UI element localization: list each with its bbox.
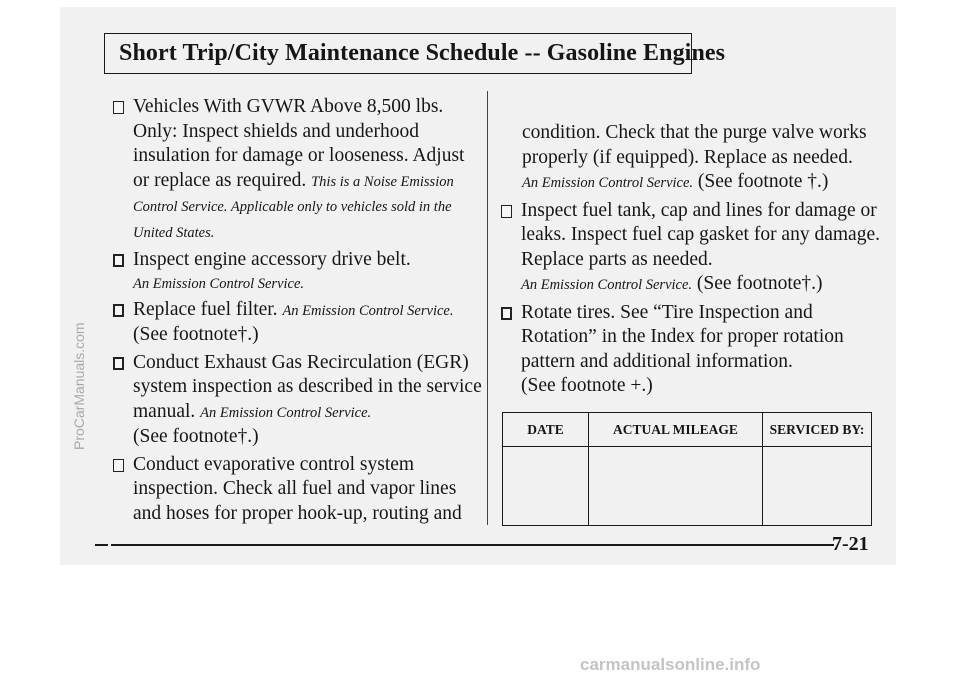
item-text: Inspect engine accessory drive belt. xyxy=(133,249,411,270)
checklist-item-underhood-insulation xyxy=(112,95,482,245)
left-column xyxy=(112,95,482,529)
checklist-item-rotate-tires xyxy=(500,301,880,399)
column-divider xyxy=(487,91,488,525)
item-footnote: (See footnote†.) xyxy=(133,426,259,447)
item-note: An Emission Control Service. xyxy=(522,175,694,191)
item-footnote: (See footnote †.) xyxy=(697,171,829,192)
item-text: Rotate tires. See “Tire Inspection and Rotation” in the Index for proper rotation pattern and additional information. xyxy=(521,301,844,372)
checklist-item-continuation xyxy=(500,121,880,196)
item-text: Conduct evaporative control system inspection. Check all fuel and vapor lines and hoses for proper hook-up, routing and xyxy=(133,453,462,524)
item-note: An Emission Control Service. xyxy=(282,302,454,319)
checklist-item-fuel-filter xyxy=(112,298,482,348)
item-note: An Emission Control Service. xyxy=(521,277,693,293)
item-footnote: (See footnote†.) xyxy=(133,324,259,345)
footer-rule xyxy=(111,544,834,546)
checkbox-icon[interactable] xyxy=(113,459,124,472)
serviced-by-cell[interactable] xyxy=(763,447,872,526)
item-text: Replace fuel filter. xyxy=(133,298,278,320)
item-note: This is a Noise Emission Control Service. Applicable only to vehicles sold in the United States. xyxy=(133,173,454,241)
service-record-table xyxy=(502,412,872,526)
page-title xyxy=(104,33,726,74)
mileage-cell[interactable] xyxy=(589,447,763,526)
checkbox-icon[interactable] xyxy=(113,357,124,370)
item-text: condition. Check that the purge valve works properly (if equipped). Replace as needed. xyxy=(522,122,867,168)
checklist-item-egr-inspection xyxy=(112,351,482,450)
item-footnote: (See footnote +.) xyxy=(521,375,653,396)
footer-rule-short xyxy=(95,544,108,546)
side-watermark: ProCarManuals.com xyxy=(71,322,87,450)
bottom-watermark: carmanualsonline.info xyxy=(580,655,761,674)
checkbox-icon[interactable] xyxy=(501,205,512,218)
checklist-item-fuel-tank xyxy=(500,199,880,298)
item-text: Vehicles With GVWR Above 8,500 lbs. Only: Inspect shields and underhood insulation for damage or looseness. Adjust or replace as required. xyxy=(133,96,465,191)
item-note: An Emission Control Service. xyxy=(200,404,372,421)
page-title-text: Short Trip/City Maintenance Schedule -- Gasoline Engines xyxy=(119,40,726,66)
column-header-date: DATE xyxy=(503,413,589,447)
checkbox-icon[interactable] xyxy=(113,304,124,317)
checkbox-icon[interactable] xyxy=(113,254,124,267)
right-column xyxy=(500,121,880,402)
checklist-item-drive-belt xyxy=(112,248,482,295)
item-footnote: (See footnote†.) xyxy=(696,273,823,294)
item-text: Inspect fuel tank, cap and lines for damage or leaks. Inspect fuel cap gasket for any damage. Replace parts as needed. xyxy=(521,199,880,270)
checklist-item-evaporative-control xyxy=(112,453,482,527)
item-text: Conduct Exhaust Gas Recirculation (EGR) system inspection as described in the service manual. xyxy=(133,351,482,422)
page-number: 7-21 xyxy=(832,533,869,555)
checkbox-icon[interactable] xyxy=(501,307,512,320)
checkbox-icon[interactable] xyxy=(113,101,124,114)
item-note: An Emission Control Service. xyxy=(133,275,305,292)
column-header-serviced-by: SERVICED BY: xyxy=(763,413,872,447)
column-header-mileage: ACTUAL MILEAGE xyxy=(589,413,763,447)
date-cell[interactable] xyxy=(503,447,589,526)
